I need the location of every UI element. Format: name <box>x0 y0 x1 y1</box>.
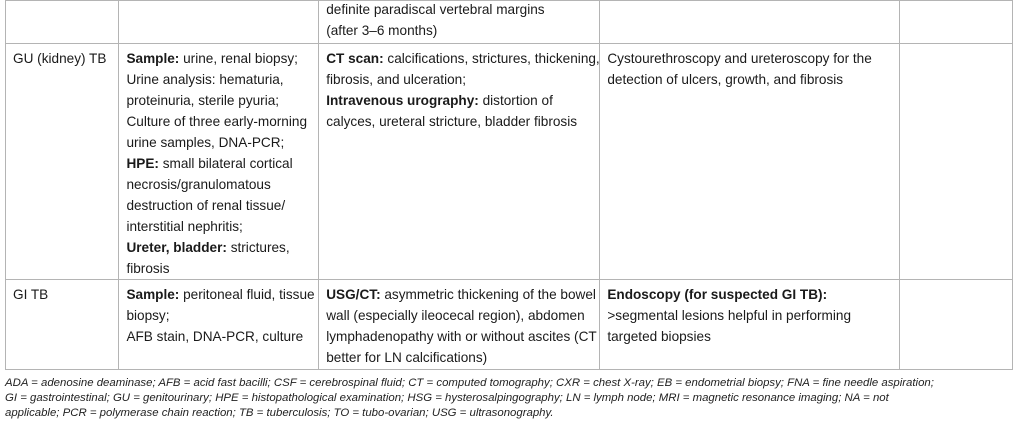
cell-line-text: lymphadenopathy with or without ascites (CT <box>326 329 597 344</box>
cell-line-text: better for LN calcifications) <box>326 350 488 365</box>
cell-line-bold: HPE: <box>126 156 159 171</box>
cell-line <box>326 326 597 347</box>
cell-line <box>607 305 893 326</box>
cell-line-text: fibrosis <box>126 261 170 276</box>
cell-line-text: urine, renal biopsy; <box>179 51 298 66</box>
footnote-line: ADA = adenosine deaminase; AFB = acid fast bacilli; CSF = cerebrospinal fluid; CT = computed tomography; CXR = chest X-ray; EB = endometrial biopsy; FNA = fine needle aspiration; <box>5 377 934 389</box>
table-row-continuation <box>6 1 1013 44</box>
cell-line-text: small bilateral cortical <box>158 156 293 171</box>
cell-line-text: strictures, <box>226 240 290 255</box>
table-cell-site <box>6 1 119 44</box>
cell-line <box>126 305 313 326</box>
cell-line-text: Cystourethroscopy and ureteroscopy for the <box>607 51 872 66</box>
table-cell-extra <box>899 1 1012 44</box>
cell-line-text: biopsy; <box>126 308 170 323</box>
cell-line-bold: Sample: <box>126 287 180 302</box>
cell-line-text: urine samples, DNA-PCR; <box>126 135 285 150</box>
cell-line-text: >segmental lesions helpful in performing <box>607 308 852 323</box>
cell-line-text: proteinuria, sterile pyuria; <box>126 93 280 108</box>
table-cell-laboratory <box>119 44 319 280</box>
cell-line <box>126 48 313 69</box>
table-cell-laboratory <box>119 280 319 370</box>
table-cell-extra <box>899 280 1012 370</box>
cell-line <box>126 69 313 90</box>
table-cell-imaging <box>319 1 600 44</box>
cell-line-text: GU (kidney) TB <box>13 51 107 66</box>
cell-line-text: calyces, ureteral stricture, bladder fibrosis <box>326 114 578 129</box>
cell-line <box>126 237 313 258</box>
cell-line-bold: Sample: <box>126 51 180 66</box>
cell-line-text: interstitial nephritis; <box>126 219 243 234</box>
cell-line-bold: Ureter, bladder: <box>126 240 227 255</box>
cell-line <box>326 284 594 305</box>
table-cell-site <box>6 44 119 280</box>
cell-line-text: calcifications, strictures, thickening, <box>383 51 600 66</box>
cell-line <box>326 48 600 69</box>
table-row-gi-tb <box>6 280 1013 370</box>
cell-line-text: Urine analysis: hematuria, <box>126 72 284 87</box>
cell-line <box>326 90 594 111</box>
abbreviations-footnote <box>5 376 1013 421</box>
cell-line-text: GI TB <box>13 287 49 302</box>
cell-line-text: fibrosis, and ulceration; <box>326 72 467 87</box>
diagnosis-table <box>5 0 1013 370</box>
cell-line <box>326 305 594 326</box>
cell-line-text: detection of ulcers, growth, and fibrosis <box>607 72 844 87</box>
cell-line <box>326 111 594 132</box>
cell-line <box>326 0 594 20</box>
cell-line-text: definite paradiscal vertebral margins <box>326 2 545 17</box>
table-cell-extra <box>899 44 1012 280</box>
cell-line <box>13 48 113 69</box>
cell-line <box>607 284 893 305</box>
table-cell-other-procedures <box>600 44 899 280</box>
cell-line <box>126 258 313 279</box>
cell-line <box>607 69 893 90</box>
cell-line <box>13 284 113 305</box>
cell-line <box>126 216 313 237</box>
diagnosis-table-wrapper <box>5 0 1013 370</box>
cell-line <box>126 326 313 347</box>
cell-line-text: (after 3–6 months) <box>326 23 438 38</box>
cell-line-text: AFB stain, DNA-PCR, culture <box>126 329 304 344</box>
cell-line-text: necrosis/granulomatous <box>126 177 271 192</box>
cell-line <box>326 20 594 41</box>
cell-line <box>607 48 893 69</box>
table-cell-other-procedures <box>600 280 899 370</box>
footnote-line: GI = gastrointestinal; GU = genitourinary; HPE = histopathological examination; HSG = hysterosalpingography; LN = lymph node; MRI = magnetic resonance imaging; NA = not <box>5 392 889 404</box>
cell-line <box>126 90 313 111</box>
cell-line <box>126 111 313 132</box>
cell-line <box>326 69 594 90</box>
table-cell-laboratory <box>119 1 319 44</box>
footnote-line: applicable; PCR = polymerase chain reaction; TB = tuberculosis; TO = tubo-ovarian; USG = ultrasonography. <box>5 407 554 419</box>
cell-line-bold: USG/CT: <box>326 287 381 302</box>
cell-line-text: peritoneal fluid, tissue <box>179 287 315 302</box>
cell-line-text: asymmetric thickening of the bowel <box>380 287 596 302</box>
cell-line-bold: Endoscopy (for suspected GI TB): <box>607 287 828 302</box>
cell-line-text: targeted biopsies <box>607 329 711 344</box>
cell-line <box>607 326 893 347</box>
cell-line <box>126 195 313 216</box>
table-cell-site <box>6 280 119 370</box>
cell-line-bold: Intravenous urography: <box>326 93 479 108</box>
cell-line-bold: CT scan: <box>326 51 384 66</box>
cell-line-text: distortion of <box>478 93 553 108</box>
cell-line <box>326 347 594 368</box>
cell-line <box>126 284 313 305</box>
cell-line <box>126 153 313 174</box>
cell-line <box>126 132 313 153</box>
cell-line-text: destruction of renal tissue/ <box>126 198 286 213</box>
table-cell-imaging <box>319 280 600 370</box>
table-row-gu-tb <box>6 44 1013 280</box>
cell-line-text: Culture of three early-morning <box>126 114 308 129</box>
table-cell-other-procedures <box>600 1 899 44</box>
cell-line <box>126 174 313 195</box>
cell-line-text: wall (especially ileocecal region), abdomen <box>326 308 585 323</box>
table-cell-imaging <box>319 44 600 280</box>
